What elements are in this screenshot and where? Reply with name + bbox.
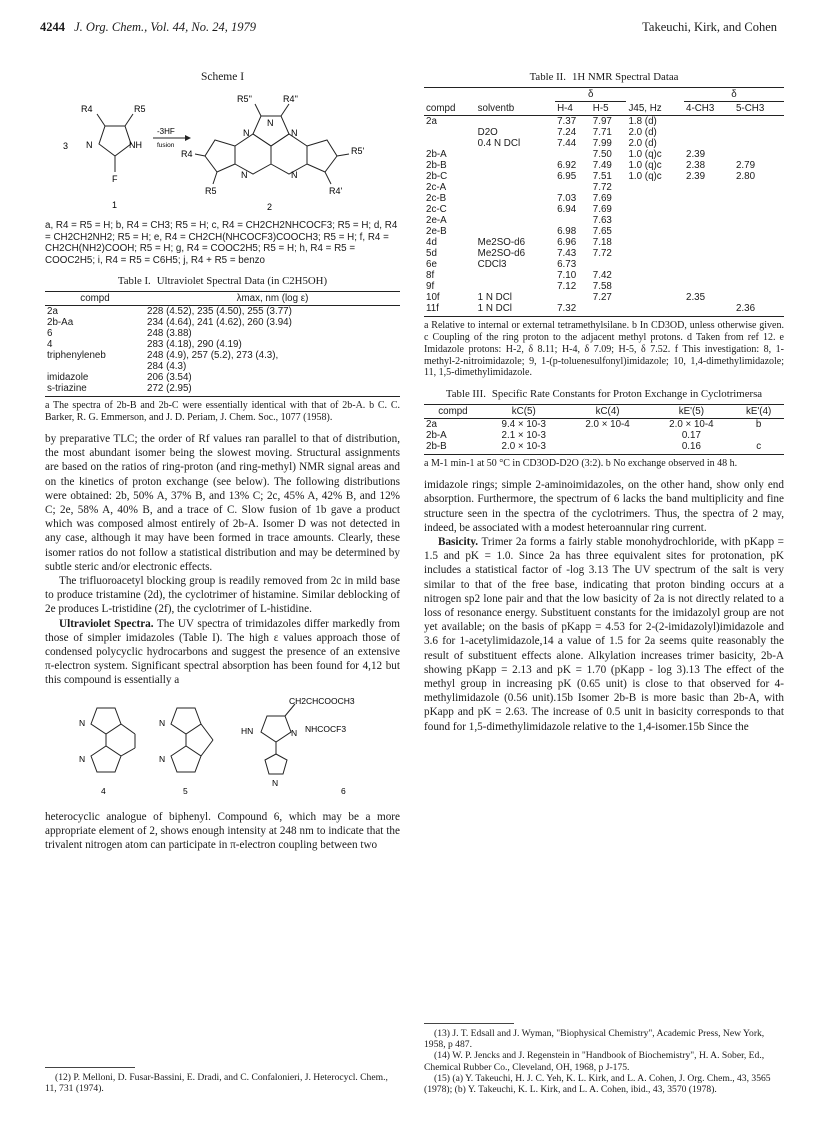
- table1-cell-compd: imidazole: [47, 372, 89, 384]
- reaction-label: -3HF: [157, 127, 175, 137]
- table2-cell: [734, 248, 784, 259]
- table2-cell: 7.69: [592, 193, 612, 205]
- table1-row: [45, 328, 400, 339]
- table2-cell: 10f: [426, 292, 440, 304]
- table2-cell: 7.37: [557, 116, 577, 128]
- table2-row: [424, 138, 784, 149]
- table1-label: Table I.: [117, 275, 151, 288]
- table3-col-header: kE'(5): [649, 405, 733, 419]
- table2-cell: [684, 127, 734, 138]
- table3-cell: [733, 430, 784, 441]
- table2-caption: [424, 70, 784, 84]
- atom-r5pp: R5'': [237, 94, 252, 105]
- table2-cell: [476, 182, 555, 193]
- structure-6-n2: N: [272, 777, 279, 788]
- table2-cell: [476, 270, 555, 281]
- table2-cell: [476, 226, 555, 237]
- table3-cell: 0.16: [649, 441, 733, 455]
- table1-cell-value: 248 (3.88): [147, 328, 192, 340]
- table2-cell: 7.72: [592, 248, 612, 260]
- table2-label: Table II.: [529, 71, 566, 83]
- table3-header-row: [424, 405, 784, 419]
- table2-cell: Me2SO-d6: [477, 237, 526, 249]
- table2-cell: [626, 215, 684, 226]
- table2-cell: 7.71: [592, 127, 612, 139]
- table2-cell: 2e-B: [426, 226, 447, 238]
- atom-nh-c1: NH: [129, 140, 142, 151]
- table2-cell: [626, 270, 684, 281]
- table2-cell: [684, 116, 734, 128]
- structure-4: [91, 708, 135, 772]
- table2-cell: [684, 281, 734, 292]
- table2-cell: 2b-B: [426, 160, 447, 172]
- table1-row: [45, 361, 400, 372]
- table2-cell: [626, 237, 684, 248]
- structure-6-sidechain: CH2CHCOOCH3: [289, 695, 355, 706]
- table2-cell: [684, 270, 734, 281]
- table2-cell: [734, 259, 784, 270]
- table2-row: [424, 171, 784, 182]
- table2-spacer-1: [424, 88, 476, 102]
- atom-n-c2b: N: [267, 118, 274, 129]
- table1: [45, 291, 400, 397]
- table1-row: [45, 317, 400, 328]
- footnote-ref-12: [45, 1067, 400, 1094]
- atom-r4pp: R4'': [283, 94, 298, 105]
- table2-cell: [626, 292, 684, 303]
- table2-cell: [734, 204, 784, 215]
- table3-col-header: kE'(4): [733, 405, 784, 419]
- table1-row: [45, 350, 400, 361]
- table3-body: [424, 419, 784, 455]
- table2-cell: 1.0 (q)c: [628, 171, 662, 183]
- table2-col-header: J45, Hz: [626, 102, 684, 116]
- table2-cell: [684, 237, 734, 248]
- table2-cell: 2b-A: [426, 149, 447, 161]
- table2-cell: [424, 127, 476, 138]
- table2-cell: 1 N DCl: [476, 303, 555, 317]
- atom-n-c1: N: [86, 140, 93, 151]
- table2-cell: [734, 270, 784, 281]
- table2-cell: 6.94: [557, 204, 577, 216]
- table2-cell: 7.12: [557, 281, 577, 293]
- table2-cell: [626, 281, 684, 292]
- running-header: [40, 20, 777, 40]
- table1-col-compd: compd: [45, 292, 145, 306]
- table3-cell: 2b-A: [426, 430, 447, 442]
- table2-cell: [626, 226, 684, 237]
- structure-6-label: 6: [341, 785, 346, 796]
- table2-cell: 6.95: [557, 171, 577, 183]
- table2-cell: [626, 204, 684, 215]
- ref-12: (12) P. Melloni, D. Fusar-Bassini, E. Dradi, and C. Confalonieri, J. Heterocycl. Chem., 11, 731 (1974).: [45, 1072, 388, 1095]
- table1-cell-value: 284 (4.3): [147, 361, 187, 373]
- table2-col-header: H-4: [555, 102, 591, 116]
- table2-cell: 2b-C: [426, 171, 448, 183]
- table2-cell: [684, 193, 734, 204]
- atom-n-c2a: N: [243, 128, 250, 139]
- table2-row: [424, 226, 784, 237]
- table2-cell: 2.0 (d): [628, 138, 657, 150]
- structure-5: [171, 708, 213, 772]
- table2-cell: 7.58: [592, 281, 612, 293]
- footnote-rule: [45, 1067, 135, 1068]
- table2-cell: [476, 204, 555, 215]
- table2-cell: 1 N DCl: [477, 292, 512, 304]
- table2-row: [424, 204, 784, 215]
- table2-cell: [626, 248, 684, 259]
- table2-cell: 2c-B: [426, 193, 447, 205]
- table2-cell: 7.18: [592, 237, 612, 249]
- table2-header-row: [424, 102, 784, 116]
- table1-footnote: a The spectra of 2b-B and 2b-C were essentially identical with that of 2b-A. b C. C. Barker, R. G. Emmerson, and J. D. Periam, J. Chem. Soc., 1077 (1958).: [45, 400, 400, 424]
- atom-r5-c2: R5: [205, 186, 217, 197]
- table2-cell: 7.32: [555, 303, 591, 317]
- table2-cell: [734, 281, 784, 292]
- table2-cell: D2O: [477, 127, 498, 139]
- table2-cell: [684, 226, 734, 237]
- table2-cell: [684, 204, 734, 215]
- table2-spacer-2: [476, 88, 555, 102]
- table2-cell: 2.39: [686, 171, 706, 183]
- structure-5-n1: N: [159, 717, 166, 728]
- atom-r5-c1: R5: [134, 104, 146, 115]
- table3-row: [424, 419, 784, 431]
- table1-cell-compd: 6: [47, 328, 53, 340]
- table2-cell: 1.0 (q)c: [628, 160, 662, 172]
- table1-cell-value: 228 (4.52), 235 (4.50), 255 (3.77): [147, 306, 292, 318]
- structure-6-nhcocf3: NHCOCF3: [305, 723, 347, 734]
- reaction-arrowhead: [185, 135, 191, 141]
- table2-title: 1H NMR Spectral Dataa: [571, 71, 679, 83]
- table2-row: [424, 149, 784, 160]
- table3-cell: 0.17: [681, 430, 701, 442]
- table3-cell: [566, 430, 650, 441]
- table2-cell: [626, 303, 684, 317]
- table3-caption: [424, 387, 784, 401]
- scheme-legend: a, R4 = R5 = H; b, R4 = CH3; R5 = H; c, R4 = CH2CH2NHCOCF3; R5 = H; d, R4 = CH2CH2NH2; R5 = H; e, R4 = CH2CH(NHCOCF3)COOCH3; R5 = H; f, R4 = CH2CH(NH2)COOH; R5 = H; g, R4 = COOC2H5; R5 = H; h, R4 = R5 = COOC2H5; i, R4 = R5 = C6H5; j, R4 + R5 = benzo: [45, 220, 398, 266]
- table3-label: Table III.: [445, 388, 486, 401]
- table2-cell: 2c-A: [426, 182, 447, 194]
- table2-row: [424, 116, 784, 128]
- table1-row: [45, 383, 400, 397]
- table2-row: [424, 182, 784, 193]
- table2-cell: [734, 226, 784, 237]
- table1-cell-value: 206 (3.54): [147, 372, 192, 384]
- table3-cell: 2b-B: [424, 441, 482, 455]
- left-column: [45, 70, 400, 852]
- header-left: [40, 20, 256, 35]
- table2-cell: [734, 138, 784, 149]
- table2-cell: 2a: [426, 116, 437, 128]
- table2-row: [424, 281, 784, 292]
- structure-4-n2: N: [79, 753, 86, 764]
- table1-cell-compd: 4: [47, 339, 53, 351]
- structures-drawing: [45, 694, 400, 806]
- journal-citation: J. Org. Chem., Vol. 44, No. 24, 1979: [74, 20, 256, 34]
- table2-cell: [734, 182, 784, 193]
- table2-cell: Me2SO-d6: [477, 248, 526, 260]
- table3-cell: b: [755, 419, 762, 431]
- table2-cell: 1.8 (d): [628, 116, 657, 128]
- atom-r5p: R5': [351, 146, 365, 157]
- table2-cell: 2.36: [734, 303, 784, 317]
- table2-cell: 7.03: [557, 193, 577, 205]
- table2-footnote: a Relative to internal or external tetramethylsilane. b In CD3OD, unless otherwise given. c Coupling of the ring proton to the adjacent methyl protons. d Taken from ref 12. e Imidazole protons: H-2, δ 8.11; H-4, δ 7.09; H-5, δ 7.52. f This investigation: 8, 1-methyl-2-nitroimidazole; 9, 1-(p-toluenesulfonyl)imidazole; 10, 1,4-dimethylimidazole; 11, 1,5-dimethylimidazole.: [424, 320, 784, 379]
- compound-1-structure: [97, 114, 133, 172]
- atom-n-c2d: N: [241, 170, 248, 181]
- table3-col-header: kC(5): [482, 405, 566, 419]
- table2-cell: 7.49: [592, 160, 612, 172]
- table3-cell: 2.1 × 10-3: [501, 430, 546, 442]
- atom-n-c2e: N: [291, 170, 298, 181]
- table2-cell: 7.65: [592, 226, 612, 238]
- table2-cell: [684, 303, 734, 317]
- table2-cell: [684, 215, 734, 226]
- structure-6-n: N: [291, 727, 298, 738]
- table1-cell-value: 283 (4.18), 290 (4.19): [147, 339, 242, 351]
- reaction-sub: fusion: [157, 142, 175, 150]
- table3-row: [424, 441, 784, 455]
- structure-4-n1: N: [79, 717, 86, 728]
- table2-cell: [734, 292, 784, 303]
- table1-body: [45, 306, 400, 397]
- table2-cell: 2.0 (d): [628, 127, 657, 139]
- ref-15: (15) (a) Y. Takeuchi, H. J. C. Yeh, K. L. Kirk, and L. A. Cohen, J. Org. Chem., 43, 3565 (1978); (b) Y. Takeuchi, K. L. Kirk, and L. A. Cohen, ibid., 43, 3570 (1978).: [424, 1072, 771, 1096]
- table2-cell: 6.92: [557, 160, 577, 172]
- basicity-text: Trimer 2a forms a fairly stable monohydrochloride, with pKapp = 1.5 and pK = 1.0. Since 2a has three equivalent sites for protonation, pK includes a statistical factor of -log 3.13 The UV spectrum of the salt is very similar to that of the free base, indicating that proton binding occurs at a nitrogen sp2 lone pair and that the low basicity of 2a is not directly related to a loss of resonance energy. Substituent constants for the imidazolyl group are not yet available; on the basis of pKapp = 4.53 for 2-(2-imidazolyl)imidazole and 3.6 for 1-acetylimidazole,14 a value of 1.5 for 2a seems quite reasonably the result of substituent effects alone. Alkylation increases trimer basicity, 2b-A showing pKapp = 2.13 and pK = 1.70 (pKapp - log 3).13 The effect of the methyl group in increasing pK (0.65 unit) is close to that observed for 4-methylimidazole (0.56 unit).15b Isomer 2b-B is more basic than 2b-A, with pKapp and pK = 2.63. The increase of 0.5 unit in basicity corresponds to that found for 1,5-dimethylimidazole relative to the 1,4-isomer.15b Since the: [424, 536, 784, 733]
- table2-row: [424, 215, 784, 226]
- table2-cell: [734, 215, 784, 226]
- table2-row: [424, 160, 784, 171]
- table2-row: [424, 237, 784, 248]
- table2-col-header: compd: [424, 102, 476, 116]
- table2-cell: 7.50: [592, 149, 612, 161]
- table2-cell: [476, 149, 555, 160]
- ref-14: (14) W. P. Jencks and J. Regenstein in "Handbook of Biochemistry", H. A. Sober, Ed., Chemical Rubber Co., Cleveland, OH, 1968, p J-175.: [424, 1050, 765, 1073]
- left-paragraph-1: by preparative TLC; the order of Rf values ran parallel to that of distribution, the most abundant isomer being the slowest moving. Structural assignments are based on the ratios of ring-proton (and ring-methyl) NMR signal areas and on the kinetics of proton exchange (see below). The following distributions were obtained: 2b, 50% A, 37% B, and 13% C; 2c, 45% A, 42% B, and 12% C; 2e, 58% A, 40% B, and a trace of C. Slow fusion of 1b gave a product which was composed almost entirely of 2b-A. Isomer D was not detected in any case, although it may have been formed in trace amounts. Clearly, these isomer ratios do not follow a statistical distribution and may be determined by subtle steric and/or electronic effects.: [45, 433, 400, 573]
- atom-r4-c2: R4: [181, 149, 193, 160]
- table2-cell: [734, 116, 784, 128]
- table2-cell: [555, 149, 591, 160]
- table2-cell: 2.80: [735, 171, 756, 183]
- header-authors: Takeuchi, Kirk, and Cohen: [642, 20, 777, 34]
- table1-cell-compd: [45, 361, 145, 372]
- table1-cell-compd: 2b-Aa: [47, 317, 74, 329]
- table3-row: [424, 430, 784, 441]
- uv-text: The UV spectra of trimidazoles differ markedly from those of simpler imidazoles (Table I). The high ε values approach those of condensed polycyclic hydrocarbons and suggest the presence of an extensive π-electron system. Significant spectral absorption has been found for 4,12 but this compound is essentially a: [45, 617, 400, 687]
- table2-col-header: solventb: [476, 102, 555, 116]
- table3-cell: c: [733, 441, 784, 455]
- table1-row: [45, 306, 400, 318]
- atom-n-c2c: N: [291, 128, 298, 139]
- right-paragraph-1: imidazole rings; simple 2-aminoimidazoles, on the other hand, show only end absorption. Furthermore, the spectrum of 6 lacks the band multiplicity and fine structure seen in the spectra of the cyclotrimers. Thus, the spectra of 2 may, indeed, be associated with a modest heteroannular ring current.: [424, 479, 784, 534]
- right-column: [424, 70, 784, 734]
- table2-cell: [555, 292, 591, 303]
- table1-cell-compd: s-triazine: [45, 383, 145, 397]
- table2-cell: [626, 259, 684, 270]
- table1-col-lambda: λmax, nm (log ε): [145, 292, 400, 306]
- table2-cell: 7.44: [557, 138, 577, 150]
- table2-cell: [476, 116, 555, 128]
- compound-1-label: 1: [112, 200, 118, 211]
- table2-spacer-3: [626, 88, 684, 102]
- scheme-title: Scheme I: [200, 71, 245, 83]
- table2-cell: [626, 193, 684, 204]
- table3-cell: 2.0 × 10-4: [585, 419, 630, 431]
- table2-col-header: 4-CH3: [684, 102, 734, 116]
- table2-col-header: 5-CH3: [734, 102, 784, 116]
- table2-body: [424, 116, 784, 317]
- table2-cell: 6e: [426, 259, 437, 271]
- compound-2-structure: [195, 104, 349, 184]
- page-number: 4244: [40, 20, 65, 34]
- table2-cell: 2.38: [686, 160, 706, 172]
- table2-cell: 2.79: [735, 160, 756, 172]
- table2-cell: [424, 138, 476, 149]
- atom-f-c1: F: [112, 174, 118, 185]
- table2-cell: 2e-A: [426, 215, 447, 227]
- table3-col-header: kC(4): [566, 405, 650, 419]
- table1-cell-value: 272 (2.95): [145, 383, 400, 397]
- table2-row: [424, 127, 784, 138]
- table2-cell: [591, 259, 627, 270]
- ref-13: (13) J. T. Edsall and J. Wyman, "Biophysical Chemistry", Academic Press, New York, 1958, p 487.: [424, 1028, 765, 1051]
- scheme-figure: [45, 88, 400, 216]
- table2-row: [424, 193, 784, 204]
- table2-cell: 2.39: [686, 149, 706, 161]
- table2-delta-1: δ: [555, 88, 626, 102]
- table2-cell: 9f: [426, 281, 435, 293]
- table2-cell: [476, 160, 555, 171]
- table2-cell: 2c-C: [426, 204, 447, 216]
- structure-5-label: 5: [183, 785, 188, 796]
- table2-row: [424, 248, 784, 259]
- basicity-paragraph: [424, 535, 784, 734]
- table1-row: [45, 339, 400, 350]
- basicity-heading: Basicity.: [438, 536, 479, 548]
- structures-4-5-6: [45, 694, 400, 806]
- table1-title: Ultraviolet Spectral Data (in C2H5OH): [156, 275, 328, 288]
- table2-cell: 7.27: [592, 292, 612, 304]
- table1-row: [45, 372, 400, 383]
- table1-cell-compd: triphenyleneb: [47, 350, 106, 362]
- structure-6-hn: HN: [241, 725, 254, 736]
- table2-cell: [734, 149, 784, 160]
- scheme-drawing: [45, 88, 400, 216]
- table2-cell: [476, 281, 555, 292]
- table3-cell: 2.0 × 10-4: [669, 419, 714, 431]
- table2-cell: [684, 259, 734, 270]
- table2-cell: 4d: [426, 237, 437, 249]
- table2-col-header: H-5: [591, 102, 627, 116]
- table3-cell: [566, 441, 650, 455]
- table2-row: [424, 259, 784, 270]
- table2-cell: 7.99: [592, 138, 612, 150]
- table2-cell: 7.63: [592, 215, 612, 227]
- table2-cell: 7.10: [557, 270, 577, 282]
- structure-6: [261, 704, 298, 774]
- uv-heading: Ultraviolet Spectra.: [59, 617, 154, 630]
- structure-5-n2: N: [159, 753, 166, 764]
- table1-cell-value: 234 (4.64), 241 (4.62), 260 (3.94): [147, 317, 292, 329]
- right-footnote-rule: [424, 1023, 514, 1024]
- table3-footnote: a M-1 min-1 at 50 °C in CD3OD-D2O (3:2). b No exchange observed in 48 h.: [424, 458, 738, 470]
- table3-title: Specific Rate Constants for Proton Exchange in Cyclotrimersa: [491, 388, 763, 401]
- left-paragraph-3: heterocyclic analogue of biphenyl. Compound 6, which may be a more appropriate element of 2, shows enough intensity at 248 nm to indicate that the trivalent nitrogen atom can participate in π-electron coupling between two: [45, 810, 400, 852]
- uv-paragraph: [45, 617, 400, 688]
- table2-cell: [555, 182, 591, 193]
- table2-row: [424, 270, 784, 281]
- table2-cell: 7.24: [557, 127, 577, 139]
- table2-cell: 7.43: [557, 248, 577, 260]
- structure-4-label: 4: [101, 785, 106, 796]
- table2-cell: 0.4 N DCl: [477, 138, 521, 150]
- table3-cell: 9.4 × 10-3: [501, 419, 546, 431]
- table2-row: [424, 292, 784, 303]
- table2: [424, 87, 784, 317]
- table2-cell: 11f: [424, 303, 476, 317]
- table2-cell: [476, 215, 555, 226]
- table2-cell: 6.98: [557, 226, 577, 238]
- table3: [424, 404, 784, 455]
- table2-cell: [555, 215, 591, 226]
- table3-col-header: compd: [424, 405, 482, 419]
- table3-cell: 2.0 × 10-3: [482, 441, 566, 455]
- atom-r4-c1: R4: [81, 104, 93, 115]
- table2-cell: 5d: [426, 248, 437, 260]
- table2-cell: [591, 303, 627, 317]
- table1-cell-value: 248 (4.9), 257 (5.2), 273 (4.3),: [147, 350, 279, 362]
- table2-row: [424, 303, 784, 317]
- table2-cell: [734, 237, 784, 248]
- table2-cell: 6.73: [557, 259, 577, 271]
- table3-cell: 2a: [426, 419, 437, 431]
- table2-cell: 2.35: [686, 292, 706, 304]
- right-references: [424, 1017, 784, 1095]
- table2-cell: 7.51: [592, 171, 612, 183]
- table2-delta-2: δ: [684, 88, 784, 102]
- left-paragraph-2: The trifluoroacetyl blocking group is readily removed from 2c in mild base to produce tristamine (2d), the cyclotrimer of histamine. Similar deblocking of 2e produces L-tristidine (2f), the cyclotrimer of L-histidine.: [45, 575, 400, 616]
- table2-cell: 7.72: [592, 182, 612, 194]
- table2-cell: 7.42: [592, 270, 612, 282]
- table2-cell: 1.0 (q)c: [628, 149, 662, 161]
- table2-cell: [476, 171, 555, 182]
- table2-cell: 7.97: [592, 116, 612, 128]
- table2-cell: [626, 182, 684, 193]
- table2-cell: [476, 193, 555, 204]
- table2-cell: 7.69: [592, 204, 612, 216]
- table2-cell: 6.96: [557, 237, 577, 249]
- table2-cell: 8f: [426, 270, 435, 282]
- table2-cell: [684, 248, 734, 259]
- table1-caption: [45, 274, 400, 288]
- atom-r4p: R4': [329, 186, 343, 197]
- label-3: 3: [63, 141, 69, 152]
- table2-cell: [684, 182, 734, 193]
- table1-cell-compd: 2a: [47, 306, 58, 318]
- table2-cell: CDCl3: [477, 259, 507, 271]
- table2-cell: [734, 127, 784, 138]
- compound-2-label: 2: [267, 202, 273, 213]
- table2-cell: [684, 138, 734, 149]
- table2-cell: [734, 193, 784, 204]
